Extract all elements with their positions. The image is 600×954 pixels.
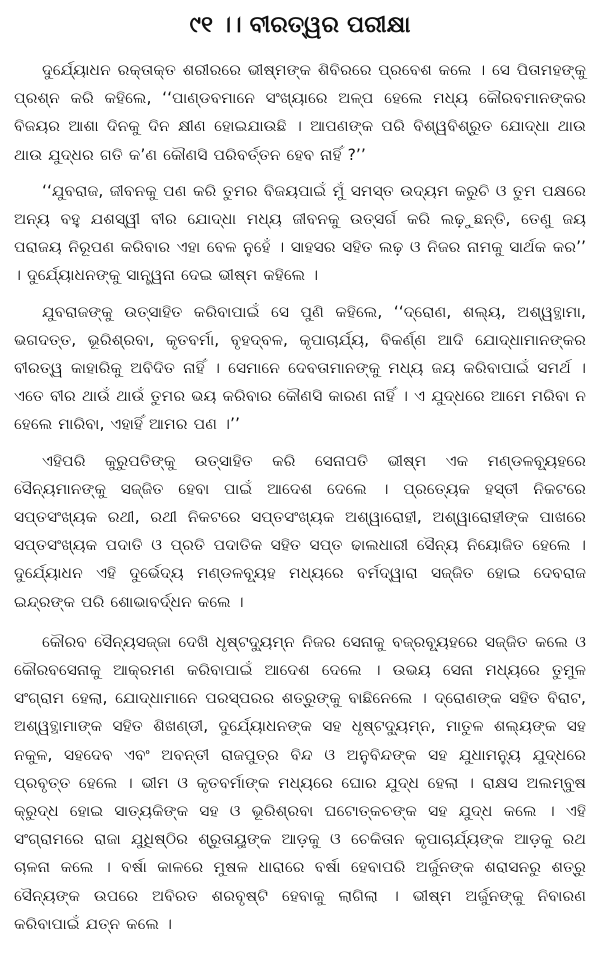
paragraph-1: ଦୁର୍ଯ୍ୟୋଧନ ରକ୍ତାକ୍ତ ଶରୀରରେ ଭୀଷ୍ମଙ୍କ ଶିବିରରେ ପ୍ରବେଶ କଲେ । ସେ ପିତାମହଙ୍କୁ ପ୍ରଶ୍ନ କରି କହିଲେ, ‘‘ପାଣ୍ଡବମାନେ ସଂଖ୍ୟାରେ ଅଳ୍ପ ହେଲେ ମଧ୍ୟ କୌରବମାନଙ୍କର ବିଜୟର ଆଶା ଦିନକୁ ଦିନ କ୍ଷୀଣ ହୋଇଯାଉଛି । ଆପଣଙ୍କ ପରି ବିଶ୍ୱବିଶ୍ରୁତ ଯୋଦ୍ଧା ଥାଉ ଥାଉ ଯୁଦ୍ଧର ଗତି କ’ଣ କୌଣସି ପରିବର୍ତ୍ତନ ହେବ ନାହିଁ ?’’ [14, 61, 586, 164]
paragraph-3: ଯୁବରାଜଙ୍କୁ ଉତ୍ସାହିତ କରିବାପାଇଁ ସେ ପୁଣି କହିଲେ, ‘‘ଦ୍ରୋଣ, ଶଲ୍ୟ, ଅଶ୍ୱତ୍ଥାମା, ଭଗଦତ୍ତ, ଭୂରିଶ୍ରବା, କୃତବର୍ମା, ବୃହଦ୍‌ବଳ, କୃପାଚାର୍ଯ୍ୟ, ବିକର୍ଣ୍ଣ ଆଦି ଯୋଦ୍ଧାମାନଙ୍କର ବୀରତ୍ୱ କାହାରିକୁ ଅବିଦିତ ନାହିଁ । ସେମାନେ ଦେବତାମାନଙ୍କୁ ମଧ୍ୟ ଜୟ କରିବାପାଇଁ ସମର୍ଥ । ଏତେ ବୀର ଥାଉଁ ଥାଉଁ ତୁମର ଭୟ କରିବାର କୌଣସି କାରଣ ନାହିଁ । ଏ ଯୁଦ୍ଧରେ ଆମେ ମରିବା ନ ହେଲେ ମାରିବା, ଏହାହିଁ ଆମର ପଣ ।’’ [14, 302, 586, 434]
paragraph-5: କୌରବ ସୈନ୍ୟସଜ୍ଜା ଦେଖି ଧୃଷ୍ଟଦ୍ୟୁମ୍ନ ନିଜର ସେନାକୁ ବଜ୍ରବ୍ୟୂହରେ ସଜ୍ଜିତ କଲେ ଓ କୌରବସେନାକୁ ଆକ୍ରମଣ କରିବାପାଇଁ ଆଦେଶ ଦେଲେ । ଉଭୟ ସେନା ମଧ୍ୟରେ ତୁମୁଳ ସଂଗ୍ରାମ ହେଲା, ଯୋଦ୍ଧାମାନେ ପରସ୍ପରର ଶତ୍ରୁଙ୍କୁ ବାଛିନେଲେ । ଦ୍ରୋଣଙ୍କ ସହିତ ବିରାଟ, ଅଶ୍ୱତ୍ଥାମାଙ୍କ ସହିତ ଶିଖଣ୍ଡୀ, ଦୁର୍ଯ୍ୟୋଧନଙ୍କ ସହ ଧୃଷ୍ଟଦ୍ୟୁମ୍ନ, ମାତୁଳ ଶଲ୍ୟଙ୍କ ସହ ନକୁଳ, ସହଦେବ ଏବଂ ଅବନ୍ତୀ ରାଜପୁତ୍ର ବିନ୍ଦ ଓ ଅନୁବିନ୍ଦଙ୍କ ସହ ଯୁଧାମନ୍ୟୁ ଯୁଦ୍ଧରେ ପ୍ରବୃତ୍ତ ହେଲେ । ଭୀମ ଓ କୃତବର୍ମାଙ୍କ ମଧ୍ୟରେ ଘୋର ଯୁଦ୍ଧ ହେଲା । ରାକ୍ଷସ ଅଲମ୍ବୁଷ କ୍ରୁଦ୍ଧ ହୋଇ ସାତ୍ୟକିଙ୍କ ସହ ଓ ଭୂରିଶ୍ରବା ଘଟୋତ୍କଚଙ୍କ ସହ ଯୁଦ୍ଧ କଲେ । ଏହି ସଂଗ୍ରାମରେ ରାଜା ଯୁଧିଷ୍ଠିର ଶ୍ରୁତାୟୁଙ୍କ ଆଡ଼କୁ ଓ ଚେକିତାନ କୃପାଚାର୍ଯ୍ୟଙ୍କ ଆଡ଼କୁ ରଥ ଚାଳନା କଲେ । ବର୍ଷା କାଳରେ ମୁଷଳ ଧାରାରେ ବର୍ଷା ହେବାପରି ଅର୍ଜୁନଙ୍କ ଶରାସନରୁ ଶତ୍ରୁ ସୈନ୍ୟଙ୍କ ଉପରେ ଅବିରତ ଶରବୃଷ୍ଟି ହେବାକୁ ଲାଗିଲା । ଭୀଷ୍ମ ଅର୍ଜୁନଙ୍କୁ ନିବାରଣ କରିବାପାଇଁ ଯତ୍ନ କଲେ । [14, 632, 586, 933]
paragraph-4: ଏହିପରି କୁରୁପତିଙ୍କୁ ଉତ୍ସାହିତ କରି ସେନାପତି ଭୀଷ୍ମ ଏକ ମଣ୍ଡଳବ୍ୟୂହରେ ସୈନ୍ୟମାନଙ୍କୁ ସଜ୍ଜିତ ହେବା ପାଇଁ ଆଦେଶ ଦେଲେ । ପ୍ରତ୍ୟେକ ହସ୍ତୀ ନିକଟରେ ସପ୍ତସଂଖ୍ୟକ ରଥୀ, ରଥୀ ନିକଟରେ ସପ୍ତସଂଖ୍ୟକ ଅଶ୍ୱାରୋହୀ, ଅଶ୍ୱାରୋହୀଙ୍କ ପାଖରେ ସପ୍ତସଂଖ୍ୟକ ପଦାତି ଓ ପ୍ରତି ପଦାତିକ ସହିତ ସପ୍ତ ଢାଲଧାରୀ ସୈନ୍ୟ ନିୟୋଜିତ ହେଲେ । ଦୁର୍ଯ୍ୟୋଧନ ଏହି ଦୁର୍ଭେଦ୍ୟ ମଣ୍ଡଳବ୍ୟୂହ ମଧ୍ୟରେ ବର୍ମଦ୍ୱାରା ସଜ୍ଜିତ ହୋଇ ଦେବରାଜ ଇନ୍ଦ୍ରଙ୍କ ପରି ଶୋଭାବର୍ଦ୍ଧନ କଲେ । [14, 451, 586, 611]
paragraph-2: ‘‘ଯୁବରାଜ, ଜୀବନକୁ ପଣ କରି ତୁମର ବିଜୟପାଇଁ ମୁଁ ସମସ୍ତ ଉଦ୍ୟମ କରୁଚି ଓ ତୁମ ପକ୍ଷରେ ଅନ୍ୟ ବହୁ ଯଶସ୍ୱୀ ବୀର ଯୋଦ୍ଧା ମଧ୍ୟ ଜୀବନକୁ ଉତ୍ସର୍ଗ କରି ଲଢ଼ୁଛନ୍ତି, ତେଣୁ ଜୟ ପରାଜୟ ନିରୂପଣ କରିବାର ଏହା ବେଳ ନୁହେଁ । ସାହସର ସହିତ ଲଢ଼ ଓ ନିଜର ନାମକୁ ସାର୍ଥକ କର’’ । ଦୁର୍ଯ୍ୟୋଧନଙ୍କୁ ସାନ୍ତ୍ୱନା ଦେଇ ଭୀଷ୍ମ କହିଲେ । [14, 181, 586, 285]
chapter-title: ୯୧ ।। ବୀରତ୍ୱର ପରୀକ୍ଷା [189, 12, 411, 38]
